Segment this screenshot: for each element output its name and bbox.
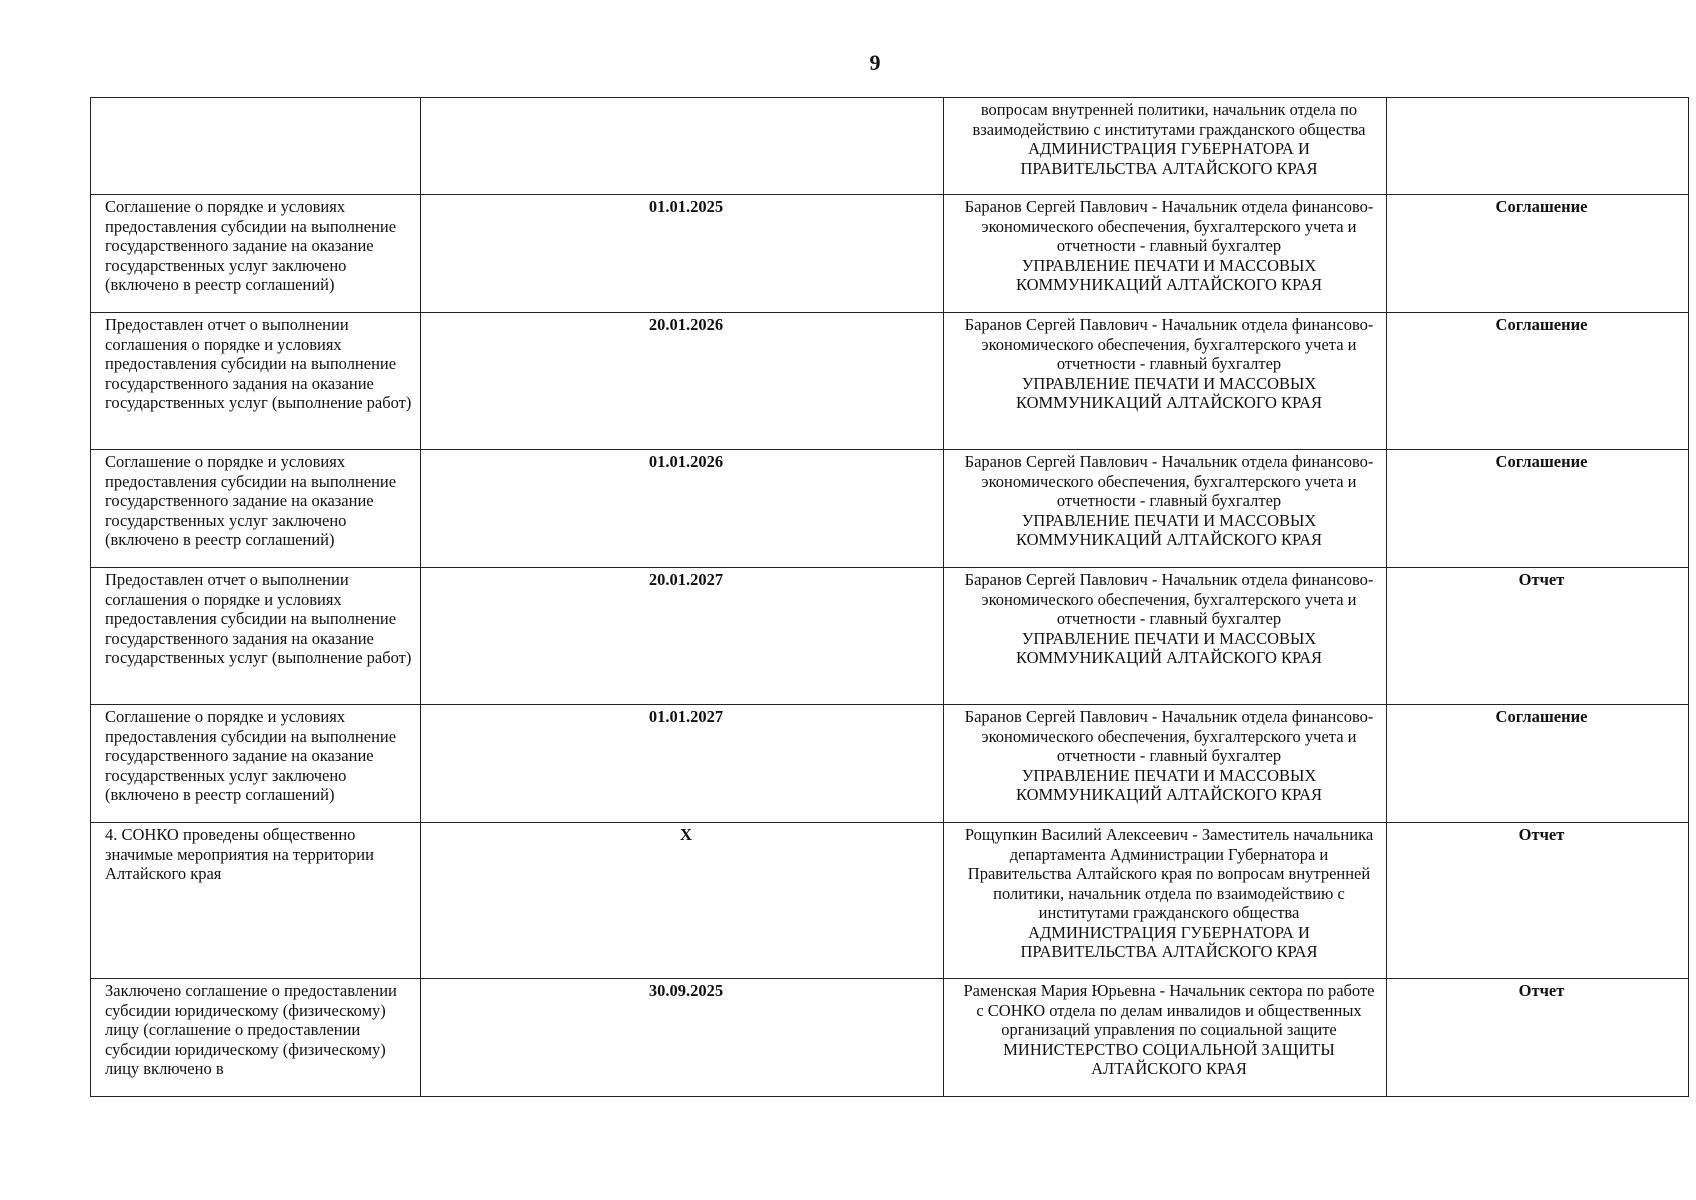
table-row — [91, 823, 1689, 979]
responsible-person: Баранов Сергей Павлович - Начальник отдела финансово-экономического обеспечения, бухгалтерского учета и отчетности - главный бухгалтер — [964, 315, 1374, 373]
event-cell: Заключено соглашение о предоставлении субсидии юридическому (физическому) лицу (соглашение о предоставлении субсидии юридическому (физическому) лицу включено в — [91, 979, 421, 1097]
responsible-cell — [944, 98, 1387, 195]
responsible-person: вопросам внутренней политики, начальник отдела по взаимодействию с институтами гражданского общества — [972, 100, 1366, 139]
responsible-person: Баранов Сергей Павлович - Начальник отдела финансово-экономического обеспечения, бухгалтерского учета и отчетности - главный бухгалтер — [964, 707, 1374, 765]
date-cell: 20.01.2026 — [421, 313, 944, 450]
responsible-cell — [944, 568, 1387, 705]
table-row — [91, 450, 1689, 568]
responsible-org: УПРАВЛЕНИЕ ПЕЧАТИ И МАССОВЫХ КОММУНИКАЦИЙ АЛТАЙСКОГО КРАЯ — [1015, 765, 1323, 804]
responsible-org: АДМИНИСТРАЦИЯ ГУБЕРНАТОРА И ПРАВИТЕЛЬСТВА АЛТАЙСКОГО КРАЯ — [1020, 139, 1318, 178]
document-type-cell: Отчет — [1387, 823, 1689, 979]
table-row — [91, 979, 1689, 1097]
document-type-cell: Соглашение — [1387, 313, 1689, 450]
document-type-cell: Соглашение — [1387, 450, 1689, 568]
responsible-org: УПРАВЛЕНИЕ ПЕЧАТИ И МАССОВЫХ КОММУНИКАЦИЙ АЛТАЙСКОГО КРАЯ — [1015, 255, 1323, 294]
responsible-org: АДМИНИСТРАЦИЯ ГУБЕРНАТОРА И ПРАВИТЕЛЬСТВА АЛТАЙСКОГО КРАЯ — [1020, 922, 1318, 961]
table-row — [91, 313, 1689, 450]
date-cell: 01.01.2025 — [421, 195, 944, 313]
responsible-cell — [944, 450, 1387, 568]
date-cell: X — [421, 823, 944, 979]
date-cell: 01.01.2027 — [421, 705, 944, 823]
responsible-org: УПРАВЛЕНИЕ ПЕЧАТИ И МАССОВЫХ КОММУНИКАЦИЙ АЛТАЙСКОГО КРАЯ — [1015, 510, 1323, 549]
responsible-org: МИНИСТЕРСТВО СОЦИАЛЬНОЙ ЗАЩИТЫ АЛТАЙСКОГО КРАЯ — [1003, 1039, 1335, 1078]
responsible-person: Раменская Мария Юрьевна - Начальник сектора по работе с СОНКО отдела по делам инвалидов и общественных организаций управления по социальной защите — [963, 981, 1375, 1039]
table-row — [91, 98, 1689, 195]
table-row — [91, 705, 1689, 823]
responsible-cell — [944, 195, 1387, 313]
document-type-cell: Соглашение — [1387, 705, 1689, 823]
document-type-cell — [1387, 98, 1689, 195]
responsible-person: Рощупкин Василий Алексеевич - Заместитель начальника департамента Администрации Губернатора и Правительства Алтайского края по вопросам внутренней политики, начальник отдела по взаимодействию с институтами гражданского общества — [964, 825, 1374, 922]
event-cell: Соглашение о порядке и условиях предоставления субсидии на выполнение государственного задание на оказание государственных услуг заключено (включено в реестр соглашений) — [91, 705, 421, 823]
responsible-cell — [944, 823, 1387, 979]
event-cell: 4. СОНКО проведены общественно значимые мероприятия на территории Алтайского края — [91, 823, 421, 979]
responsible-person: Баранов Сергей Павлович - Начальник отдела финансово-экономического обеспечения, бухгалтерского учета и отчетности - главный бухгалтер — [964, 452, 1374, 510]
responsible-cell — [944, 705, 1387, 823]
event-cell: Соглашение о порядке и условиях предоставления субсидии на выполнение государственного задание на оказание государственных услуг заключено (включено в реестр соглашений) — [91, 195, 421, 313]
event-cell: Предоставлен отчет о выполнении соглашения о порядке и условиях предоставления субсидии на выполнение государственного задания на оказание государственных услуг (выполнение работ) — [91, 568, 421, 705]
table-row — [91, 568, 1689, 705]
document-type-cell: Соглашение — [1387, 195, 1689, 313]
date-cell: 01.01.2026 — [421, 450, 944, 568]
responsible-cell — [944, 313, 1387, 450]
date-cell: 20.01.2027 — [421, 568, 944, 705]
date-cell — [421, 98, 944, 195]
document-type-cell: Отчет — [1387, 979, 1689, 1097]
page-number: 9 — [869, 50, 881, 75]
document-type-cell: Отчет — [1387, 568, 1689, 705]
responsible-person: Баранов Сергей Павлович - Начальник отдела финансово-экономического обеспечения, бухгалтерского учета и отчетности - главный бухгалтер — [964, 197, 1374, 255]
control-points-table — [90, 97, 1689, 1097]
responsible-org: УПРАВЛЕНИЕ ПЕЧАТИ И МАССОВЫХ КОММУНИКАЦИЙ АЛТАЙСКОГО КРАЯ — [1015, 373, 1323, 412]
responsible-person: Баранов Сергей Павлович - Начальник отдела финансово-экономического обеспечения, бухгалтерского учета и отчетности - главный бухгалтер — [964, 570, 1374, 628]
event-cell — [91, 98, 421, 195]
event-cell: Предоставлен отчет о выполнении соглашения о порядке и условиях предоставления субсидии на выполнение государственного задания на оказание государственных услуг (выполнение работ) — [91, 313, 421, 450]
responsible-cell — [944, 979, 1387, 1097]
table-row — [91, 195, 1689, 313]
responsible-org: УПРАВЛЕНИЕ ПЕЧАТИ И МАССОВЫХ КОММУНИКАЦИЙ АЛТАЙСКОГО КРАЯ — [1015, 628, 1323, 667]
date-cell: 30.09.2025 — [421, 979, 944, 1097]
event-cell: Соглашение о порядке и условиях предоставления субсидии на выполнение государственного задание на оказание государственных услуг заключено (включено в реестр соглашений) — [91, 450, 421, 568]
